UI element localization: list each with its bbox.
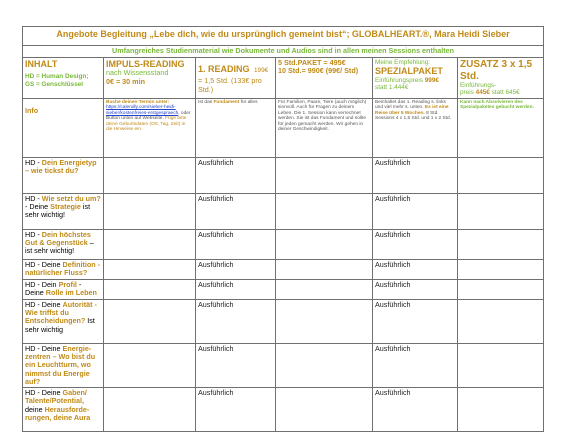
header-row [23,58,544,99]
header-reading [196,58,276,99]
row-suffix: Ist sehr wichtig [25,316,95,334]
row-cell [196,388,276,432]
row-topic [23,343,104,387]
row-text2: Strategie [50,202,81,211]
row-cell [373,279,458,299]
row-cell [104,388,196,432]
row-cell [276,299,373,343]
row-topic [23,193,104,229]
table-subtitle: Umfangreiches Studienmaterial wie Dokumente und Audios sind in allen meinen Sessions enthalten [23,46,544,58]
header-impuls [104,58,196,99]
info-reading [196,98,276,157]
row-cell [196,259,276,279]
row-text: Dein Energietyp – wie tickst du? [25,157,97,175]
inhalt-line2: GS = Genschlüssel [25,80,84,88]
row-cell [104,279,196,299]
row-cell [373,229,458,259]
impuls-sub: nach Wissensstand [106,68,169,78]
info-zusatz [458,98,544,157]
row-suffix: ist sehr wichtig! [25,202,91,220]
info-label-cell [23,98,104,157]
offer-table [22,26,544,432]
paket-line2: 10 Std.= 990€ (99€/ Std) [278,66,359,76]
info-spezial [373,98,458,157]
row-cell [458,343,544,387]
row-cell [104,193,196,229]
spezial-old: statt 1.444€ [375,84,409,92]
row-cell [458,259,544,279]
row-cell [276,388,373,432]
table-row [23,299,544,343]
row-text2: Rolle im Leben [45,288,97,297]
reading-price: 199€ [253,67,269,74]
row-cell [104,157,196,193]
detail-label: Ausführlich [375,343,411,353]
info-row [23,98,544,157]
row-text: Definition - natürlicher Fluss? [25,259,101,277]
row-cell [276,193,373,229]
row-prefix: HD - Dein [25,279,59,289]
impuls-title: IMPULS-READING [106,59,185,69]
header-spezial [373,58,458,99]
table-row [23,259,544,279]
table-row [23,388,544,432]
detail-label: Ausführlich [375,279,411,289]
row-text: Dein höchstes Gut & Gegenstück [25,229,91,247]
row-cell [373,259,458,279]
reading-info-hl: Fundament [213,99,240,105]
row-prefix: HD - Deine [25,259,63,269]
reading-rest: = 1,5 Std. (133€ pro Std.) [198,76,262,94]
row-cell [458,279,544,299]
row-prefix: HD - Deine [25,343,63,353]
row-cell [458,388,544,432]
detail-label: Ausführlich [198,279,234,289]
impuls-info-p2: , oder Button unten auf Webseite. [106,110,191,122]
row-cell [196,343,276,387]
row-prefix: HD - Deine [25,388,63,398]
zusatz-line2: preis [460,89,474,97]
detail-label: Ausführlich [375,229,411,239]
detail-label: Ausführlich [375,157,411,167]
row-text: Autorität - Wie triffst du Entscheidungen? [25,299,97,326]
table-row [23,157,544,193]
detail-label: Ausführlich [375,259,411,269]
header-zusatz [458,58,544,99]
spezial-line1: Einführungspreis [375,76,423,84]
zusatz-price: 445€ [475,89,490,97]
reading-info-p2: für alles [240,99,258,105]
reading-title: 1. READING [198,64,250,74]
row-cell [276,157,373,193]
row-topic [23,388,104,432]
row-prefix: HD - [25,229,42,239]
table-title: Angebote Begleitung „Lebe dich, wie du ursprünglich gemeint bist“; GLOBALHEART.®, Mara Heidi Sieber [23,27,544,46]
row-cell [104,259,196,279]
detail-label: Ausführlich [198,388,234,398]
detail-label: Ausführlich [375,299,411,309]
row-cell [373,388,458,432]
row-cell [104,299,196,343]
info-label: Info [25,105,39,115]
row-topic [23,229,104,259]
spezial-info-p2: 8 Std. Sessions 4 x 1,5 Std. und 1 x 2 Std. [375,110,451,122]
row-cell [276,259,373,279]
row-text: Gaben/ Talente/Potential, [25,388,87,406]
spezial-price: 999€ [424,76,439,84]
info-paket [276,98,373,157]
row-cell [196,229,276,259]
impuls-info-p3: Füge bitte deine Geburtsdaten (Ort, Tag, Zeit) in die Hinweise ein. [106,116,187,133]
zusatz-info-text: Kann nach Absolvieren des Spezialpaketes gebucht werden. [460,99,534,111]
row-prefix: HD - [25,157,42,167]
detail-label: Ausführlich [198,193,234,203]
row-text: Energie-zentren – Wo bist du ein Leuchtturm, wo nimmst du Energie auf? [25,343,96,386]
row-text: Wie setzt du um? [41,193,101,203]
spezial-title: SPEZIALPAKET [375,66,443,77]
row-cell [458,157,544,193]
impuls-info-p1: Buche deinen Termin unter: [106,99,170,105]
row-cell [104,229,196,259]
zusatz-title: ZUSATZ 3 x 1,5 Std. [460,59,533,82]
row-topic [23,299,104,343]
paket-info-text: Für Familien, Paare, Tiere (auch möglich) sinnvoll. Auch für Fragen zu deinem Leben. Die 1. Session kann verrechnet werden. Sie ist das Fundament und sollte für jeden gemacht werden. Wir gehen in deiner Geschwindigkeit. [278,99,367,133]
row-cell [276,343,373,387]
row-suffix: – ist sehr wichtig! [25,238,94,256]
calendly-link[interactable]: https://calendly.com/sieber-heidi-sieber/kostenfreies-erstgespraech [106,105,179,116]
row-cell [196,157,276,193]
detail-label: Ausführlich [375,193,411,203]
impuls-price: 0€ = 30 min [106,76,145,86]
row-topic [23,259,104,279]
row-cell [196,193,276,229]
row-prefix: HD - [25,193,42,203]
table-row [23,229,544,259]
row-cell [196,279,276,299]
spezial-small: Meine Empfehlung: [375,59,431,66]
row-topic [23,279,104,299]
row-cell [458,229,544,259]
row-mid: - Deine [25,279,82,297]
row-cell [373,157,458,193]
row-cell [276,229,373,259]
spezial-info-hl: Es ist eine Reise über 5 Wochen. [375,105,449,116]
reading-info-p1: Ist das [198,99,213,105]
row-mid: deine [25,404,45,414]
row-cell [373,193,458,229]
row-text2: Herausforde-rungen, deine Aura [25,404,91,422]
zusatz-line1: Einführungs- [460,82,497,89]
header-paket [276,58,373,99]
row-cell [196,299,276,343]
inhalt-title: INHALT [25,59,58,69]
row-cell [458,299,544,343]
paket-line1: 5 Std.PAKET = 495€ [278,58,346,67]
table-row [23,279,544,299]
row-text: Profil [58,279,77,289]
spezial-info-p1: Beinhaltet das 1. Reading s. links und viel mehr s. unten. [375,99,446,111]
detail-label: Ausführlich [375,388,411,398]
row-mid: - Deine [25,202,51,211]
detail-label: Ausführlich [198,343,234,353]
detail-label: Ausführlich [198,157,234,167]
row-topic [23,157,104,193]
row-cell [373,299,458,343]
header-inhalt [23,58,104,99]
row-cell [276,279,373,299]
row-cell [458,193,544,229]
table-row [23,343,544,387]
inhalt-line1: HD = Human Design; [25,73,89,81]
row-prefix: HD - Deine [25,299,63,309]
table-row [23,193,544,229]
detail-label: Ausführlich [198,229,234,239]
detail-label: Ausführlich [198,259,234,269]
row-cell [373,343,458,387]
detail-label: Ausführlich [198,299,234,309]
zusatz-old: statt 645€ [491,89,520,97]
info-impuls [104,98,196,157]
row-cell [104,343,196,387]
